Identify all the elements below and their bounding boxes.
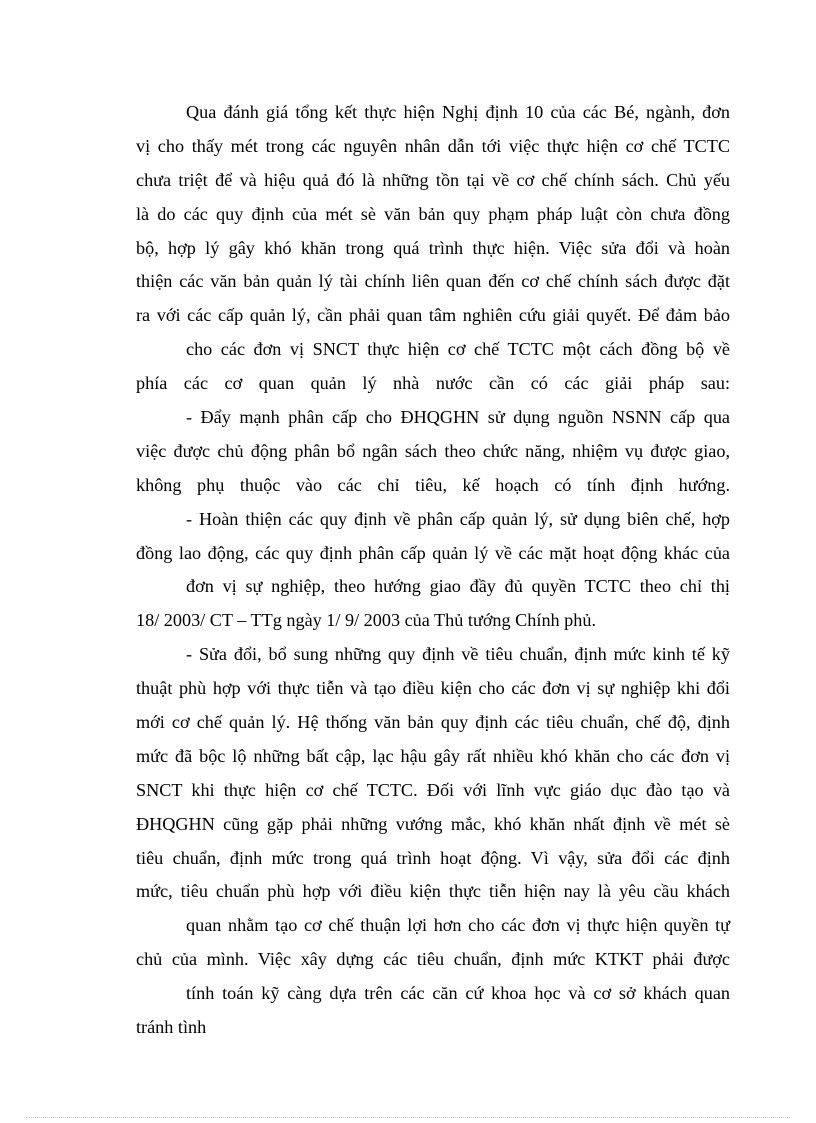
page-bottom-divider bbox=[26, 1117, 790, 1118]
text-line: - Đẩy mạnh phân cấp cho ĐHQGHN sử dụng nguồn NSNN cấp qua bbox=[186, 407, 730, 428]
text-line: là do các quy định của mét sè văn bản quy phạm pháp luật còn chưa đồng bbox=[136, 203, 730, 224]
text-line: mới cơ chế quản lý. Hệ thống văn bản quy định các tiêu chuẩn, chế độ, định bbox=[136, 712, 730, 733]
text-line: Qua đánh giá tổng kết thực hiện Nghị định 10 của các Bé, ngành, đơn bbox=[186, 102, 730, 122]
text-line: 18/ 2003/ CT – TTg ngày 1/ 9/ 2003 của Thủ tướng Chính phủ. bbox=[136, 610, 597, 631]
body-text bbox=[136, 96, 730, 1045]
text-line: SNCT khi thực hiện cơ chế TCTC. Đối với lĩnh vực giáo dục đào tạo và bbox=[136, 779, 730, 800]
text-line: - Sửa đổi, bổ sung những quy định về tiêu chuẩn, định mức kinh tế kỹ bbox=[186, 644, 730, 665]
text-line: chủ của mình. Việc xây dựng các tiêu chuẩn, định mức KTKT phải được bbox=[136, 949, 730, 970]
text-line: vị cho thấy mét trong các nguyên nhân dẫn tới việc thực hiện cơ chế TCTC bbox=[136, 135, 730, 156]
text-line: tránh tình bbox=[136, 1017, 207, 1038]
text-line: tiêu chuẩn, định mức trong quá trình hoạt động. Vì vậy, sửa đổi các định bbox=[136, 847, 730, 868]
text-line: thiện các văn bản quản lý tài chính liên quan đến cơ chế chính sách được đặt bbox=[136, 271, 730, 292]
text-line: phía các cơ quan quản lý nhà nước cần có các giải pháp sau: bbox=[136, 373, 730, 394]
text-line: không phụ thuộc vào các chỉ tiêu, kế hoạch có tính định hướng. bbox=[136, 474, 730, 495]
text-line: - Hoàn thiện các quy định về phân cấp quản lý, sử dụng biên chế, hợp bbox=[186, 508, 730, 529]
text-line: mức đã bộc lộ những bất cập, lạc hậu gây rất nhiều khó khăn cho các đơn vị bbox=[136, 745, 730, 766]
text-line: ĐHQGHN cũng gặp phải những vướng mắc, khó khăn nhất định về mét sè bbox=[136, 813, 730, 834]
text-line: quan nhằm tạo cơ chế thuận lợi hơn cho các đơn vị thực hiện quyền tự bbox=[186, 915, 730, 936]
text-line: việc được chủ động phân bổ ngân sách theo chức năng, nhiệm vụ được giao, bbox=[136, 440, 730, 461]
text-line: cho các đơn vị SNCT thực hiện cơ chế TCTC một cách đồng bộ về bbox=[186, 339, 730, 360]
text-line: mức, tiêu chuẩn phù hợp với điều kiện thực tiễn hiện nay là yêu cầu khách bbox=[136, 881, 730, 902]
text-line: đơn vị sự nghiệp, theo hướng giao đầy đủ quyền TCTC theo chỉ thị bbox=[186, 576, 730, 597]
text-line: đồng lao động, các quy định phân cấp quản lý về các mặt hoạt động khác của bbox=[136, 542, 730, 563]
text-line: tính toán kỹ càng dựa trên các căn cứ khoa học và cơ sở khách quan bbox=[186, 983, 730, 1004]
text-line: chưa triệt để và hiệu quả đó là những tồn tại về cơ chế chính sách. Chủ yếu bbox=[136, 169, 730, 190]
text-line: thuật phù hợp với thực tiễn và tạo điều kiện cho các đơn vị sự nghiệp khi đổi bbox=[136, 678, 730, 699]
text-line: bộ, hợp lý gây khó khăn trong quá trình thực hiện. Việc sửa đổi và hoàn bbox=[136, 237, 730, 258]
text-line: ra với các cấp quản lý, cần phải quan tâm nghiên cứu giải quyết. Để đảm bảo bbox=[136, 305, 730, 326]
